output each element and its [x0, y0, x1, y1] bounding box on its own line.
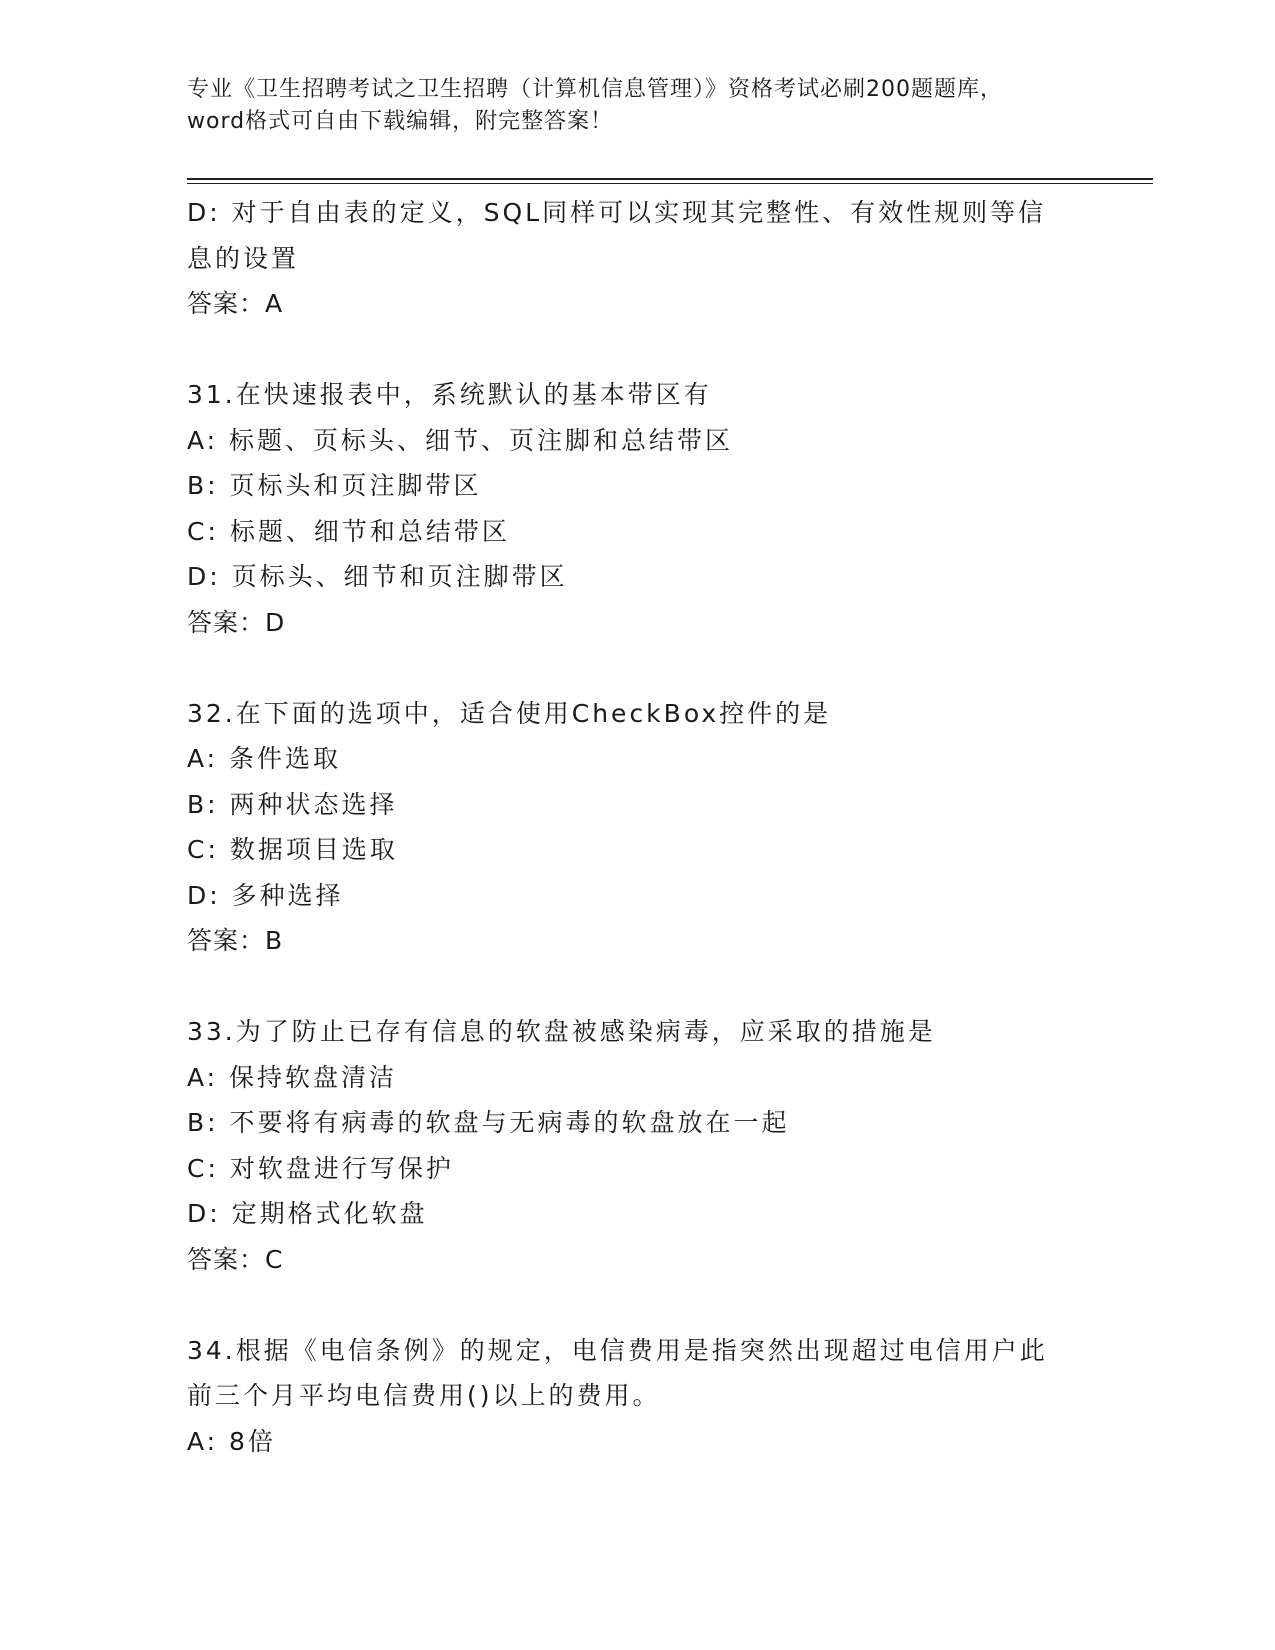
- question-stem: 32.在下面的选项中，适合使用CheckBox控件的是: [187, 698, 832, 728]
- option-d: D: 对于自由表的定义，SQL同样可以实现其完整性、有效性规则等信: [187, 198, 1047, 227]
- option-c: C: 标题、细节和总结带区: [187, 516, 510, 546]
- spacer: [187, 964, 1087, 1010]
- option-d: D: 多种选择: [187, 880, 344, 910]
- option-c: C: 数据项目选取: [187, 835, 398, 864]
- option-a: A: 标题、页标头、细节、页注脚和总结带区: [187, 425, 734, 455]
- question-33: [187, 1009, 1087, 1282]
- document-header: [187, 74, 1087, 138]
- header-title-line-1: 专业《卫生招聘考试之卫生招聘（计算机信息管理）》资格考试必刷200题题库，: [187, 77, 1003, 102]
- header-divider-thick: [187, 178, 1153, 180]
- question-31: [187, 372, 1087, 645]
- option-d: D: 页标头、细节和页注脚带区: [187, 562, 568, 591]
- question-list: [187, 190, 1087, 1464]
- answer-line: 答案：B: [187, 926, 284, 955]
- option-d: D: 定期格式化软盘: [187, 1199, 428, 1228]
- header-divider-thin: [187, 183, 1153, 184]
- answer-line: 答案：D: [187, 607, 286, 637]
- answer-line: 答案：A: [187, 289, 284, 318]
- question-30-tail: [187, 190, 1087, 327]
- option-a: A: 条件选取: [187, 744, 342, 773]
- question-stem: 31.在快速报表中，系统默认的基本带区有: [187, 380, 712, 409]
- question-stem-continuation: 前三个月平均电信费用()以上的费用。: [187, 1381, 661, 1410]
- header-title-line-2: word格式可自由下载编辑，附完整答案！: [187, 109, 614, 134]
- question-34: [187, 1328, 1087, 1465]
- option-d-continuation: 息的设置: [187, 243, 300, 273]
- question-stem: 34.根据《电信条例》的规定，电信费用是指突然出现超过电信用户此: [187, 1335, 1048, 1365]
- option-b: B: 两种状态选择: [187, 789, 398, 819]
- option-c: C: 对软盘进行写保护: [187, 1153, 454, 1183]
- answer-line: 答案：C: [187, 1244, 284, 1274]
- spacer: [187, 327, 1087, 373]
- option-b: B: 不要将有病毒的软盘与无病毒的软盘放在一起: [187, 1108, 790, 1137]
- spacer: [187, 645, 1087, 691]
- question-stem: 33.为了防止已存有信息的软盘被感染病毒，应采取的措施是: [187, 1017, 936, 1046]
- option-a: A: 8倍: [187, 1426, 276, 1456]
- option-a: A: 保持软盘清洁: [187, 1062, 398, 1092]
- option-b: B: 页标头和页注脚带区: [187, 471, 482, 500]
- spacer: [187, 1282, 1087, 1328]
- question-32: [187, 691, 1087, 964]
